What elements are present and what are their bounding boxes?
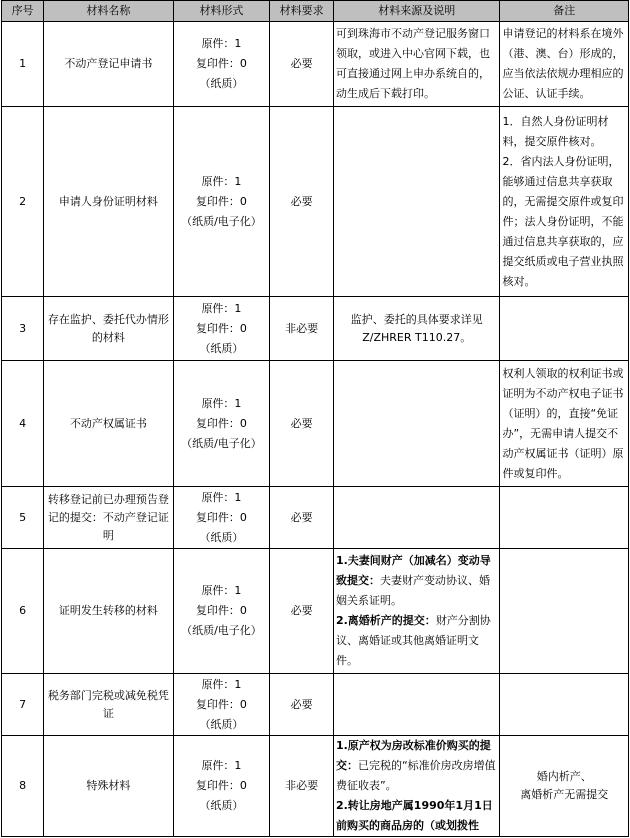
form-medium: （纸质/电子化） [181,624,262,637]
source-item-bold: 2.转让房地产属1990年1月1日前购买的商品房的（或划拨性 [335,799,493,832]
form-medium: （纸质） [199,530,244,544]
row-no: 7 [2,674,44,736]
table-row [2,549,629,674]
row-req: 必要 [270,107,334,297]
source-item [336,796,498,836]
header-source: 材料来源及说明 [333,1,500,22]
header-form: 材料形式 [173,1,270,22]
table-row [2,297,629,361]
note-item: 离婚析产无需提交 [520,788,609,801]
row-req: 必要 [270,487,334,549]
row-no: 1 [2,22,44,107]
form-original: 原件：1 [201,759,242,772]
table-row [2,736,629,837]
form-original: 原件：1 [201,396,242,410]
row-req: 必要 [270,22,334,107]
row-form [173,361,270,487]
source-item-bold: 1.原产权为房改标准价购买的提交： [335,739,491,772]
row-form [173,297,270,361]
form-copy: 复印件：0 [195,57,247,70]
row-note [500,549,629,674]
source-item-text: 财产分割协议、离婚证或其他离婚证明文件。 [335,614,491,667]
row-form [173,22,270,107]
row-form [173,549,270,674]
source-item [336,611,498,671]
form-copy: 复印件：0 [195,416,247,430]
source-item [336,551,498,611]
row-note [500,736,629,837]
source-item-bold: 2.离婚析产的提交： [335,614,436,627]
form-copy: 复印件：0 [195,697,247,711]
row-source [333,361,500,487]
row-name: 转移登记前已办理预告登记的提交：不动产登记证明 [44,487,174,549]
row-source [333,736,500,837]
row-form [173,736,270,837]
form-copy: 复印件：0 [195,604,247,617]
row-source [333,549,500,674]
table-row [2,487,629,549]
source-item-bold: 1.夫妻间财产（加减名）变动导致提交： [335,554,491,587]
row-source [333,107,500,297]
header-row [2,1,629,22]
form-original: 原件：1 [201,490,242,504]
table-row [2,107,629,297]
form-medium: （纸质/电子化） [181,436,262,450]
note-item: 婚内析产、 [536,770,592,783]
row-name: 特殊材料 [44,736,174,837]
form-medium: （纸质/电子化） [181,214,262,228]
source-item-text: 夫妻财产变动协议、婚姻关系证明。 [335,574,490,607]
form-copy: 复印件：0 [195,510,247,524]
row-name: 申请人身份证明材料 [44,107,174,297]
row-form [173,107,270,297]
note-item: 2．省内法人身份证明，能够通过信息共享获取的，无需提交原件或复印件；法人身份证明，不能通过信息共享获取的，应提交纸质或电子营业执照核对。 [502,154,624,288]
form-medium: （纸质） [199,717,244,731]
source-item [336,736,498,796]
source-item-text: 已完税的“标准价房改房增值费征收表”。 [335,759,496,792]
materials-table [1,0,629,837]
row-req: 必要 [270,549,334,674]
form-original: 原件：1 [201,584,242,597]
table-row [2,361,629,487]
header-name: 材料名称 [44,1,174,22]
row-note: 权利人领取的权利证书或证明为不动产权电子证书（证明）的，直接“免证办”，无需申请人提交不动产权属证书（证明）原件或复印件。 [500,361,629,487]
row-req: 非必要 [270,297,334,361]
row-req: 必要 [270,674,334,736]
row-name: 税务部门完税或减免税凭证 [44,674,174,736]
form-original: 原件：1 [201,677,242,691]
row-note [500,107,629,297]
form-medium: （纸质） [199,341,244,355]
row-source: 监护、委托的具体要求详见Z/ZHRER T110.27。 [333,297,500,361]
header-note: 备注 [500,1,629,22]
row-no: 5 [2,487,44,549]
row-note [500,674,629,736]
row-name: 不动产权属证书 [44,361,174,487]
form-copy: 复印件：0 [195,321,247,335]
form-copy: 复印件：0 [195,194,247,208]
header-req: 材料要求 [270,1,334,22]
form-copy: 复印件：0 [195,779,247,792]
row-req: 非必要 [270,736,334,837]
row-form [173,487,270,549]
row-no: 4 [2,361,44,487]
form-original: 原件：1 [201,37,242,50]
row-note [500,297,629,361]
row-no: 2 [2,107,44,297]
row-note [500,487,629,549]
form-original: 原件：1 [201,174,242,188]
header-no: 序号 [2,1,44,22]
row-no: 8 [2,736,44,837]
form-medium: （纸质） [199,799,244,812]
row-name: 存在监护、委托代办情形的材料 [44,297,174,361]
row-source: 可到珠海市不动产登记服务窗口领取，或进入中心官网下载，也可直接通过网上申办系统自的，动生成后下载打印。 [333,22,500,107]
row-no: 6 [2,549,44,674]
row-source [333,487,500,549]
note-item: 1．自然人身份证明材料，提交原件核对。 [502,114,609,148]
row-name: 证明发生转移的材料 [44,549,174,674]
row-name: 不动产登记申请书 [44,22,174,107]
row-no: 3 [2,297,44,361]
form-original: 原件：1 [201,301,242,315]
table-row [2,22,629,107]
row-form [173,674,270,736]
row-source [333,674,500,736]
table-row [2,674,629,736]
form-medium: （纸质） [199,77,244,90]
row-req: 必要 [270,361,334,487]
row-note: 申请登记的材料系在境外（港、澳、台）形成的，应当依法依规办理相应的公证、认证手续。 [500,22,629,107]
